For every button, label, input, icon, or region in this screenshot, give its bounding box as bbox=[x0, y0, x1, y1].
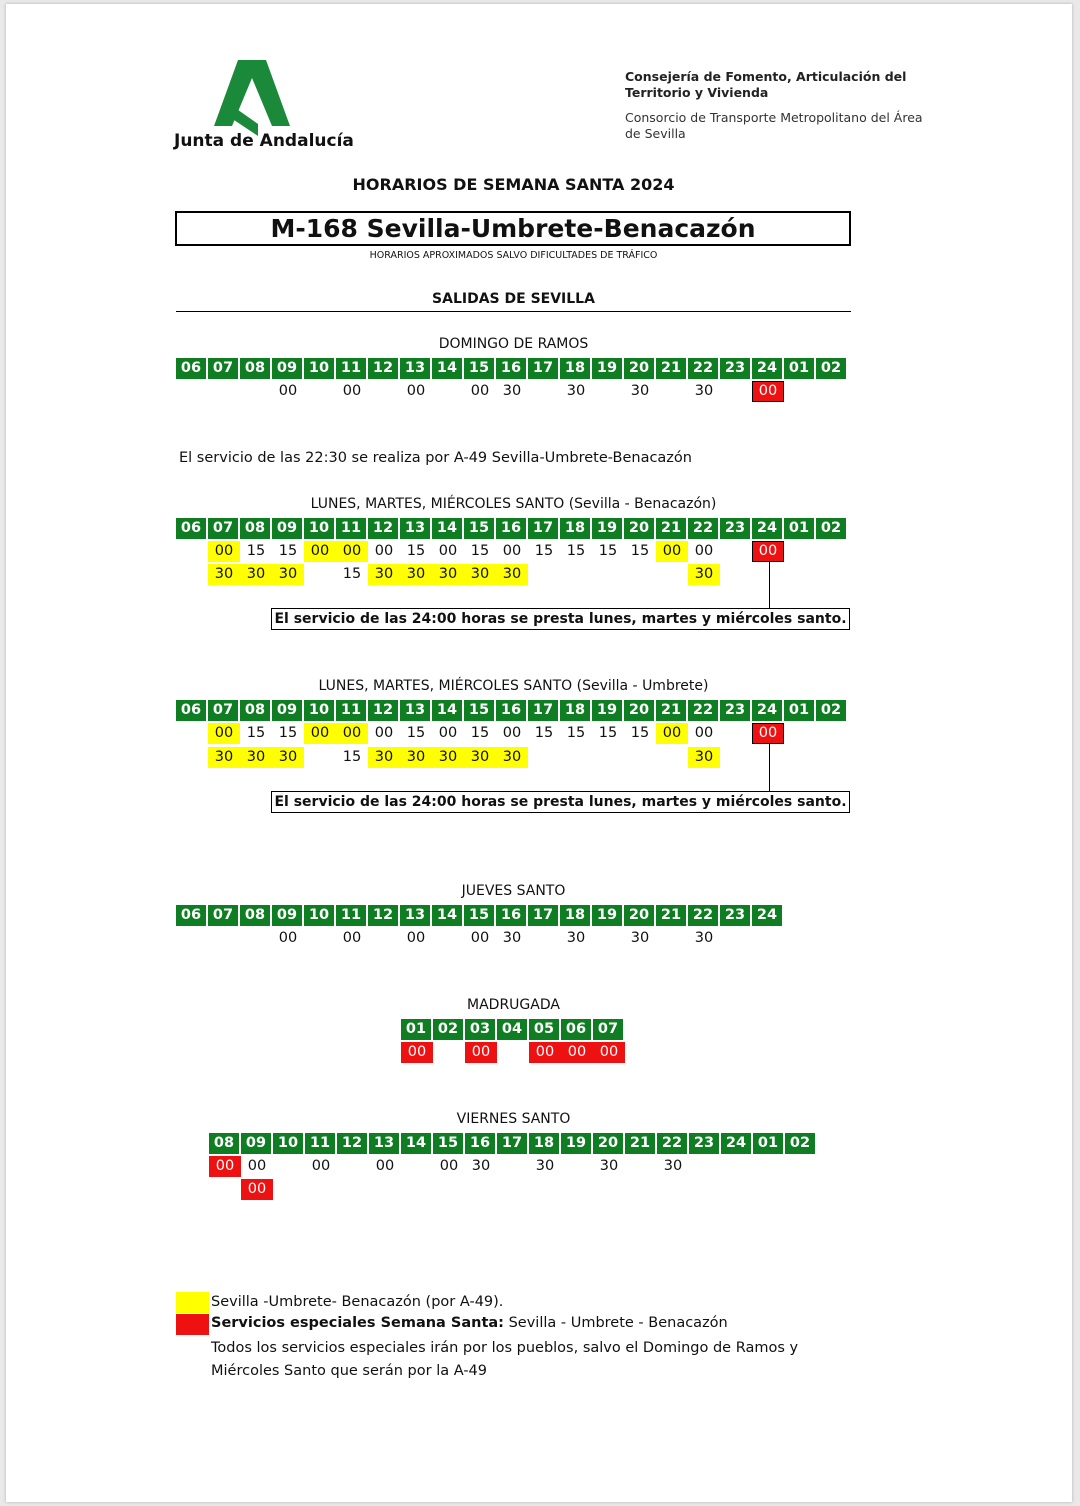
minute-cell: 00 bbox=[406, 930, 426, 946]
minute-cell: 30 bbox=[471, 1158, 491, 1174]
a49-service-minute: 00 bbox=[304, 723, 336, 744]
minute-cell: 15 bbox=[534, 543, 554, 559]
legend-yellow-text: Sevilla -Umbrete- Benacazón (por A-49). bbox=[211, 1294, 504, 1310]
minute-cell: 00 bbox=[439, 1158, 459, 1174]
logo-text: Junta de Andalucía bbox=[174, 131, 354, 151]
departures-heading: SALIDAS DE SEVILLA bbox=[432, 291, 595, 307]
section-title-jueves: JUEVES SANTO bbox=[461, 883, 566, 899]
hour-cell: 20 bbox=[624, 905, 654, 926]
section-title-viernes: VIERNES SANTO bbox=[456, 1111, 571, 1127]
special-service-minute: 00 bbox=[465, 1042, 497, 1063]
legend-note-line-1: Todos los servicios especiales irán por los pueblos, salvo el Domingo de Ramos y bbox=[211, 1340, 799, 1356]
a49-service-minute: 30 bbox=[208, 564, 240, 585]
hour-cell: 23 bbox=[720, 700, 750, 721]
consorcio-text bbox=[625, 110, 925, 142]
minute-cell: 00 bbox=[502, 725, 522, 741]
minute-cell: 15 bbox=[598, 543, 618, 559]
minute-cell: 00 bbox=[502, 543, 522, 559]
minute-cell: 00 bbox=[470, 383, 490, 399]
special-service-minute: 00 bbox=[209, 1156, 241, 1177]
minute-cell: 00 bbox=[694, 543, 714, 559]
a49-service-minute: 30 bbox=[240, 564, 272, 585]
hour-cell: 13 bbox=[400, 358, 430, 379]
hour-cell: 06 bbox=[176, 358, 206, 379]
a49-service-minute: 30 bbox=[400, 747, 432, 768]
hour-cell: 08 bbox=[209, 1133, 239, 1154]
hour-cell: 01 bbox=[784, 700, 814, 721]
hour-cell: 23 bbox=[720, 905, 750, 926]
hour-cell: 09 bbox=[272, 700, 302, 721]
hour-cell: 03 bbox=[465, 1019, 495, 1040]
legend-red-text bbox=[211, 1315, 728, 1331]
a49-service-minute: 30 bbox=[208, 747, 240, 768]
hour-cell: 16 bbox=[496, 905, 526, 926]
a49-service-minute: 00 bbox=[336, 541, 368, 562]
a49-service-minute: 30 bbox=[240, 747, 272, 768]
a49-service-minute: 00 bbox=[208, 723, 240, 744]
main-title: HORARIOS DE SEMANA SANTA 2024 bbox=[352, 175, 675, 194]
a49-service-minute: 30 bbox=[432, 747, 464, 768]
a49-service-minute: 00 bbox=[656, 723, 688, 744]
heading-divider bbox=[176, 311, 851, 312]
minute-cell: 00 bbox=[374, 543, 394, 559]
minute-cell: 15 bbox=[246, 543, 266, 559]
hour-cell: 16 bbox=[496, 518, 526, 539]
a49-service-minute: 30 bbox=[368, 747, 400, 768]
hour-cell: 02 bbox=[816, 518, 846, 539]
special-service-minute: 00 bbox=[752, 381, 784, 402]
minute-cell: 00 bbox=[438, 725, 458, 741]
hour-cell: 13 bbox=[400, 700, 430, 721]
a49-service-minute: 00 bbox=[656, 541, 688, 562]
hour-cell: 12 bbox=[337, 1133, 367, 1154]
a49-service-minute: 30 bbox=[688, 564, 720, 585]
hour-cell: 23 bbox=[720, 518, 750, 539]
a49-service-minute: 30 bbox=[272, 747, 304, 768]
a49-service-minute: 30 bbox=[464, 564, 496, 585]
minute-cell: 00 bbox=[438, 543, 458, 559]
a49-service-minute: 00 bbox=[336, 723, 368, 744]
hour-cell: 15 bbox=[464, 700, 494, 721]
hour-cell: 10 bbox=[273, 1133, 303, 1154]
minute-cell: 30 bbox=[630, 383, 650, 399]
a49-service-minute: 00 bbox=[304, 541, 336, 562]
special-service-minute: 00 bbox=[752, 541, 784, 562]
a49-service-minute: 30 bbox=[688, 747, 720, 768]
minute-cell: 15 bbox=[566, 725, 586, 741]
hour-cell: 24 bbox=[721, 1133, 751, 1154]
hour-cell: 11 bbox=[305, 1133, 335, 1154]
hour-cell: 24 bbox=[752, 518, 782, 539]
hour-cell: 14 bbox=[432, 700, 462, 721]
hour-cell: 06 bbox=[176, 518, 206, 539]
minute-cell: 15 bbox=[598, 725, 618, 741]
hour-cell: 15 bbox=[464, 905, 494, 926]
hour-cell: 18 bbox=[529, 1133, 559, 1154]
hour-cell: 14 bbox=[432, 358, 462, 379]
note-connector-line bbox=[769, 562, 770, 609]
minute-cell: 15 bbox=[630, 543, 650, 559]
legend-red-swatch bbox=[176, 1314, 209, 1335]
hour-cell: 14 bbox=[401, 1133, 431, 1154]
minute-cell: 15 bbox=[630, 725, 650, 741]
midnight-service-note: El servicio de las 24:00 horas se presta lunes, martes y miércoles santo. bbox=[271, 608, 850, 630]
consorcio-line-1: Consorcio de Transporte Metropolitano del Área bbox=[625, 110, 923, 125]
hour-cell: 13 bbox=[400, 518, 430, 539]
hour-cell: 22 bbox=[688, 518, 718, 539]
hours-row-domingo bbox=[176, 358, 848, 379]
hour-cell: 17 bbox=[528, 700, 558, 721]
minute-cell: 30 bbox=[535, 1158, 555, 1174]
hour-cell: 22 bbox=[688, 905, 718, 926]
hour-cell: 23 bbox=[689, 1133, 719, 1154]
minute-cell: 00 bbox=[278, 930, 298, 946]
hour-cell: 20 bbox=[624, 518, 654, 539]
hour-cell: 15 bbox=[433, 1133, 463, 1154]
hour-cell: 07 bbox=[208, 358, 238, 379]
hour-cell: 11 bbox=[336, 358, 366, 379]
consejeria-line-2: Territorio y Vivienda bbox=[625, 85, 769, 100]
minute-cell: 30 bbox=[566, 383, 586, 399]
hour-cell: 17 bbox=[528, 518, 558, 539]
legend-red-route: Sevilla - Umbrete - Benacazón bbox=[503, 1315, 728, 1331]
hour-cell: 01 bbox=[401, 1019, 431, 1040]
minute-cell: 00 bbox=[342, 930, 362, 946]
minute-cell: 00 bbox=[342, 383, 362, 399]
hour-cell: 05 bbox=[529, 1019, 559, 1040]
domingo-a49-note: El servicio de las 22:30 se realiza por A-49 Sevilla-Umbrete-Benacazón bbox=[179, 450, 692, 466]
minute-cell: 00 bbox=[470, 930, 490, 946]
minute-cell: 00 bbox=[406, 383, 426, 399]
special-service-minute: 00 bbox=[529, 1042, 561, 1063]
hour-cell: 01 bbox=[784, 518, 814, 539]
hour-cell: 02 bbox=[785, 1133, 815, 1154]
hour-cell: 08 bbox=[240, 358, 270, 379]
a49-service-minute: 30 bbox=[496, 564, 528, 585]
midnight-service-note: El servicio de las 24:00 horas se presta lunes, martes y miércoles santo. bbox=[271, 791, 850, 813]
hour-cell: 04 bbox=[497, 1019, 527, 1040]
hours-row-lmm-benacazon bbox=[176, 518, 848, 539]
hour-cell: 19 bbox=[561, 1133, 591, 1154]
hour-cell: 06 bbox=[176, 700, 206, 721]
document-page bbox=[6, 4, 1072, 1502]
special-service-minute: 00 bbox=[593, 1042, 625, 1063]
section-title-madrugada: MADRUGADA bbox=[467, 997, 560, 1013]
minute-cell: 30 bbox=[599, 1158, 619, 1174]
consejeria-text bbox=[625, 69, 925, 101]
hour-cell: 16 bbox=[496, 358, 526, 379]
hour-cell: 02 bbox=[816, 700, 846, 721]
hour-cell: 02 bbox=[433, 1019, 463, 1040]
section-title-lmm-benacazon: LUNES, MARTES, MIÉRCOLES SANTO (Sevilla - Benacazón) bbox=[310, 496, 717, 512]
hour-cell: 20 bbox=[624, 700, 654, 721]
minute-cell: 15 bbox=[470, 543, 490, 559]
a49-service-minute: 30 bbox=[368, 564, 400, 585]
section-title-lmm-umbrete: LUNES, MARTES, MIÉRCOLES SANTO (Sevilla - Umbrete) bbox=[318, 678, 709, 694]
hour-cell: 19 bbox=[592, 700, 622, 721]
minute-cell: 15 bbox=[246, 725, 266, 741]
hour-cell: 11 bbox=[336, 905, 366, 926]
hour-cell: 13 bbox=[400, 905, 430, 926]
minute-cell: 15 bbox=[278, 543, 298, 559]
a49-service-minute: 30 bbox=[272, 564, 304, 585]
minute-cell: 30 bbox=[630, 930, 650, 946]
minute-cell: 30 bbox=[694, 383, 714, 399]
hour-cell: 09 bbox=[272, 358, 302, 379]
hour-cell: 02 bbox=[816, 358, 846, 379]
minute-cell: 30 bbox=[566, 930, 586, 946]
minute-cell: 00 bbox=[375, 1158, 395, 1174]
hour-cell: 08 bbox=[240, 518, 270, 539]
hour-cell: 23 bbox=[720, 358, 750, 379]
hour-cell: 10 bbox=[304, 518, 334, 539]
hour-cell: 09 bbox=[241, 1133, 271, 1154]
hour-cell: 15 bbox=[464, 358, 494, 379]
legend-yellow-swatch bbox=[176, 1292, 209, 1313]
minute-cell: 00 bbox=[311, 1158, 331, 1174]
hours-row-lmm-umbrete bbox=[176, 700, 848, 721]
special-service-minute: 00 bbox=[561, 1042, 593, 1063]
hour-cell: 07 bbox=[208, 700, 238, 721]
special-service-minute: 00 bbox=[401, 1042, 433, 1063]
minute-cell: 30 bbox=[694, 930, 714, 946]
hour-cell: 17 bbox=[528, 358, 558, 379]
hour-cell: 21 bbox=[656, 518, 686, 539]
minute-cell: 15 bbox=[342, 749, 362, 765]
hour-cell: 21 bbox=[656, 358, 686, 379]
hour-cell: 16 bbox=[496, 700, 526, 721]
note-connector-line bbox=[769, 744, 770, 791]
minute-cell: 15 bbox=[470, 725, 490, 741]
hour-cell: 01 bbox=[753, 1133, 783, 1154]
hour-cell: 22 bbox=[688, 700, 718, 721]
legend-note-line-2: Miércoles Santo que serán por la A-49 bbox=[211, 1363, 488, 1379]
hour-cell: 10 bbox=[304, 905, 334, 926]
a49-service-minute: 30 bbox=[496, 747, 528, 768]
section-title-domingo: DOMINGO DE RAMOS bbox=[438, 336, 589, 352]
hour-cell: 10 bbox=[304, 700, 334, 721]
hour-cell: 17 bbox=[528, 905, 558, 926]
hour-cell: 16 bbox=[465, 1133, 495, 1154]
special-service-minute: 00 bbox=[752, 723, 784, 744]
hour-cell: 07 bbox=[208, 518, 238, 539]
minute-cell: 15 bbox=[566, 543, 586, 559]
minute-cell: 15 bbox=[406, 725, 426, 741]
hour-cell: 24 bbox=[752, 358, 782, 379]
minute-cell: 30 bbox=[502, 383, 522, 399]
minute-cell: 00 bbox=[247, 1158, 267, 1174]
hour-cell: 09 bbox=[272, 518, 302, 539]
minute-cell: 00 bbox=[694, 725, 714, 741]
approximate-times-note: HORARIOS APROXIMADOS SALVO DIFICULTADES DE TRÁFICO bbox=[369, 250, 658, 261]
hour-cell: 18 bbox=[560, 518, 590, 539]
hour-cell: 08 bbox=[240, 700, 270, 721]
hour-cell: 24 bbox=[752, 700, 782, 721]
hour-cell: 12 bbox=[368, 518, 398, 539]
hour-cell: 08 bbox=[240, 905, 270, 926]
minute-cell: 15 bbox=[406, 543, 426, 559]
a49-service-minute: 30 bbox=[432, 564, 464, 585]
hour-cell: 15 bbox=[464, 518, 494, 539]
hour-cell: 07 bbox=[593, 1019, 623, 1040]
consejeria-line-1: Consejería de Fomento, Articulación del bbox=[625, 69, 907, 84]
minute-cell: 30 bbox=[663, 1158, 683, 1174]
hour-cell: 24 bbox=[752, 905, 782, 926]
hour-cell: 21 bbox=[625, 1133, 655, 1154]
a49-service-minute: 30 bbox=[400, 564, 432, 585]
hour-cell: 13 bbox=[369, 1133, 399, 1154]
hour-cell: 06 bbox=[561, 1019, 591, 1040]
special-service-minute: 00 bbox=[241, 1179, 273, 1200]
hour-cell: 17 bbox=[497, 1133, 527, 1154]
hour-cell: 14 bbox=[432, 518, 462, 539]
hour-cell: 10 bbox=[304, 358, 334, 379]
hour-cell: 19 bbox=[592, 358, 622, 379]
a49-service-minute: 00 bbox=[208, 541, 240, 562]
hour-cell: 14 bbox=[432, 905, 462, 926]
hour-cell: 12 bbox=[368, 905, 398, 926]
hour-cell: 11 bbox=[336, 700, 366, 721]
hour-cell: 19 bbox=[592, 518, 622, 539]
route-title: M-168 Sevilla-Umbrete-Benacazón bbox=[175, 211, 851, 246]
minute-cell: 15 bbox=[342, 566, 362, 582]
hours-row-viernes bbox=[209, 1133, 817, 1154]
hour-cell: 21 bbox=[656, 700, 686, 721]
minute-cell: 30 bbox=[502, 930, 522, 946]
hour-cell: 18 bbox=[560, 905, 590, 926]
hour-cell: 06 bbox=[176, 905, 206, 926]
hour-cell: 07 bbox=[208, 905, 238, 926]
hour-cell: 20 bbox=[593, 1133, 623, 1154]
minute-cell: 15 bbox=[278, 725, 298, 741]
legend-red-bold: Servicios especiales Semana Santa: bbox=[211, 1315, 504, 1331]
hours-row-madrugada bbox=[401, 1019, 625, 1040]
hour-cell: 12 bbox=[368, 700, 398, 721]
hour-cell: 01 bbox=[784, 358, 814, 379]
consorcio-line-2: de Sevilla bbox=[625, 126, 686, 141]
hour-cell: 22 bbox=[688, 358, 718, 379]
hour-cell: 12 bbox=[368, 358, 398, 379]
hour-cell: 21 bbox=[656, 905, 686, 926]
minute-cell: 00 bbox=[374, 725, 394, 741]
hour-cell: 22 bbox=[657, 1133, 687, 1154]
hour-cell: 11 bbox=[336, 518, 366, 539]
hour-cell: 20 bbox=[624, 358, 654, 379]
hour-cell: 19 bbox=[592, 905, 622, 926]
hour-cell: 18 bbox=[560, 700, 590, 721]
minute-cell: 15 bbox=[534, 725, 554, 741]
a49-service-minute: 30 bbox=[464, 747, 496, 768]
hour-cell: 09 bbox=[272, 905, 302, 926]
minute-cell: 00 bbox=[278, 383, 298, 399]
hours-row-jueves bbox=[176, 905, 784, 926]
hour-cell: 18 bbox=[560, 358, 590, 379]
